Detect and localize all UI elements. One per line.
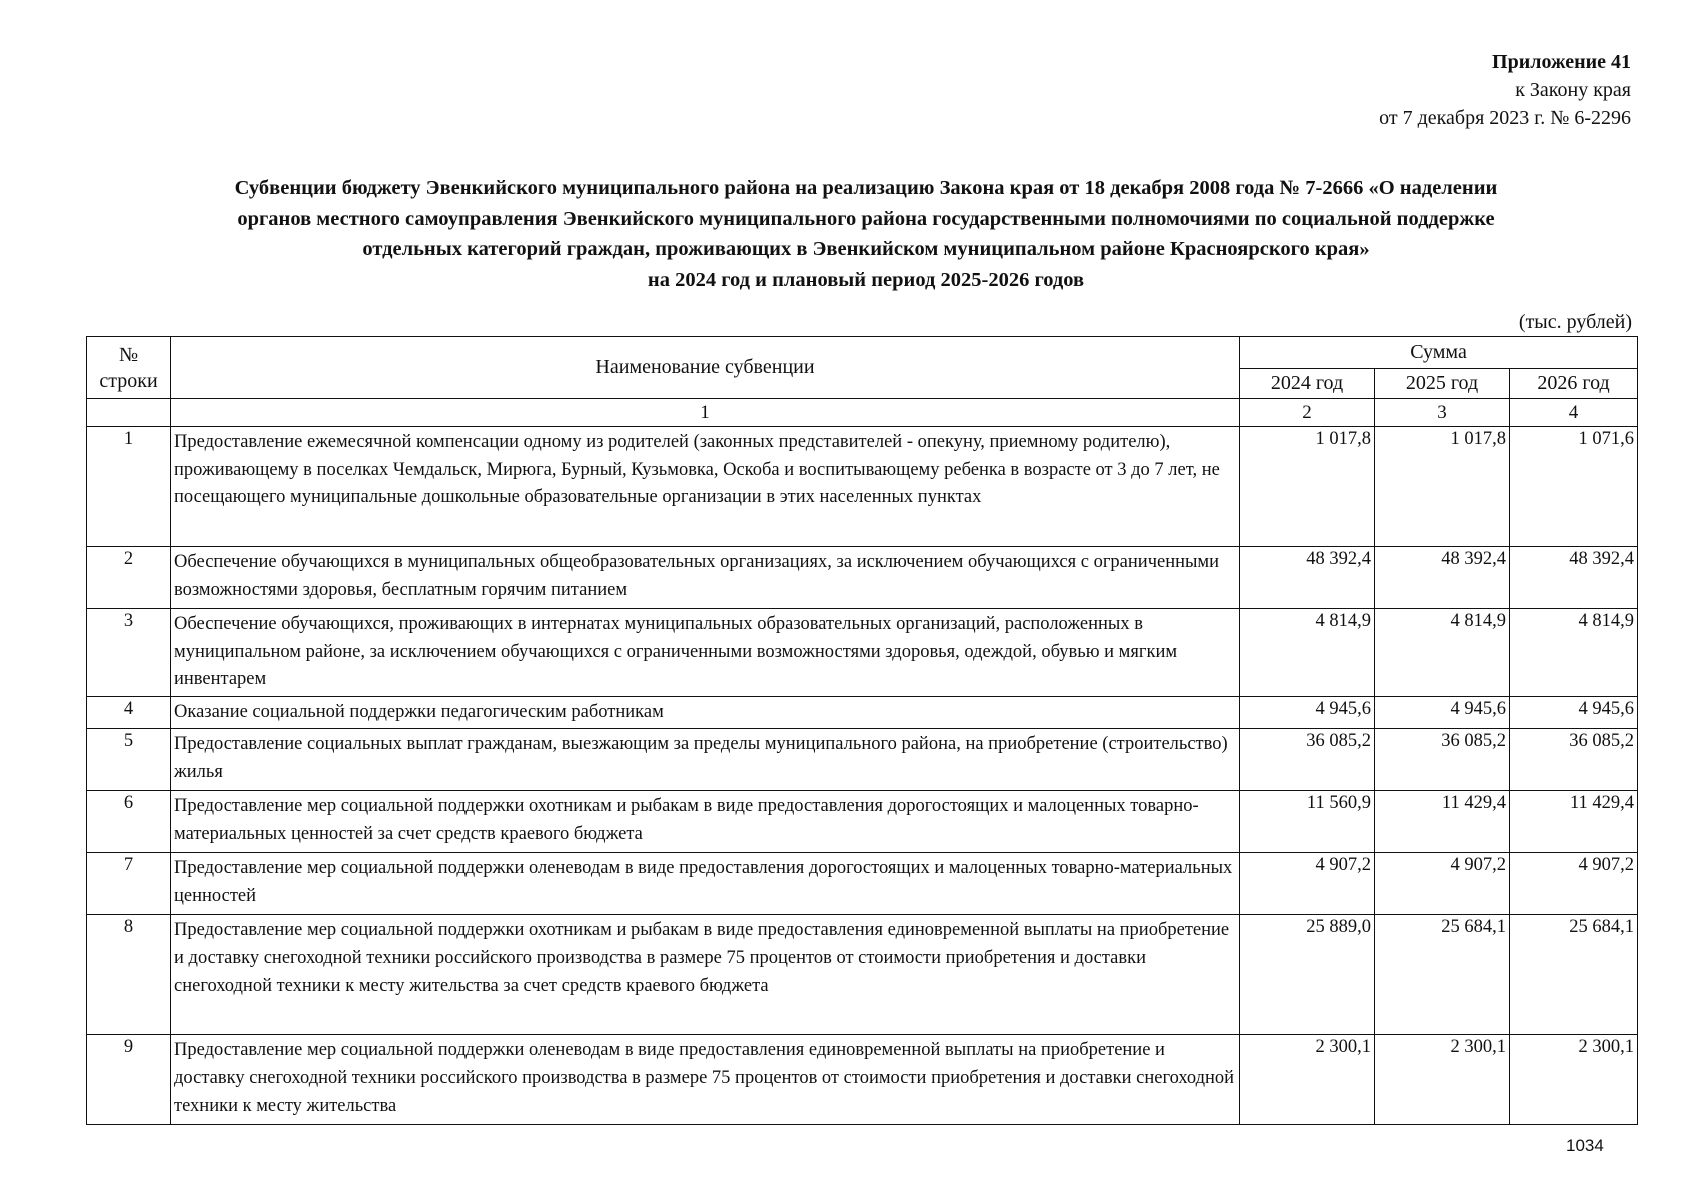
- subvention-name: Обеспечение обучающихся, проживающих в интернатах муниципальных образовательных организаций, расположенных в муниципальном районе, за исключением обучающихся с ограниченными возможностями здоровья, одеждой, обувью и мягким инвентарем: [171, 609, 1240, 697]
- subvention-name: Предоставление ежемесячной компенсации одному из родителей (законных представителей - опекуну, приемному родителю), проживающему в поселках Чемдальск, Мирюга, Бурный, Кузьмовка, Оскоба и воспитывающему ребенка в возрасте от 3 до 7 лет, не посещающего муниципальные дошкольные образовательные организации в этих населенных пунктах: [171, 427, 1240, 547]
- amount-2025: 2 300,1: [1375, 1035, 1510, 1125]
- amount-2026: 11 429,4: [1510, 791, 1638, 853]
- row-number: 9: [87, 1035, 171, 1125]
- amount-2025: 36 085,2: [1375, 729, 1510, 791]
- amount-2026: 2 300,1: [1510, 1035, 1638, 1125]
- row-number: 7: [87, 853, 171, 915]
- subvention-name: Предоставление социальных выплат гражданам, выезжающим за пределы муниципального района, на приобретение (строительство) жилья: [171, 729, 1240, 791]
- amount-2024: 4 907,2: [1240, 853, 1375, 915]
- subvention-name: Обеспечение обучающихся в муниципальных общеобразовательных организациях, за исключением обучающихся с ограниченными возможностями здоровья, бесплатным горячим питанием: [171, 547, 1240, 609]
- row-number: 1: [87, 427, 171, 547]
- amount-2026: 48 392,4: [1510, 547, 1638, 609]
- column-index-cell: 4: [1510, 399, 1638, 427]
- column-index-cell: [87, 399, 171, 427]
- amount-2025: 25 684,1: [1375, 915, 1510, 1035]
- document-title-line: Субвенции бюджету Эвенкийского муниципального района на реализацию Закона края от 18 декабря 2008 года № 7-2666 «О наделении: [234, 177, 1498, 199]
- amount-2025: 1 017,8: [1375, 427, 1510, 547]
- page-number: 1034: [1566, 1136, 1604, 1155]
- row-number: 6: [87, 791, 171, 853]
- document-title-line: на 2024 год и плановый период 2025-2026 годов: [647, 268, 1085, 291]
- table-row: [87, 791, 1638, 853]
- row-number: 3: [87, 609, 171, 697]
- amount-2024: 25 889,0: [1240, 915, 1375, 1035]
- document-title-line: отдельных категорий граждан, проживающих в Эвенкийском муниципальном районе Красноярского края»: [362, 238, 1370, 260]
- document-title: [86, 173, 1646, 295]
- header-row-number-label: № строки: [99, 343, 158, 392]
- column-index-cell: 1: [171, 399, 1240, 427]
- subventions-table: [86, 336, 1638, 1125]
- row-number: 2: [87, 547, 171, 609]
- row-number: 4: [87, 696, 171, 729]
- subvention-name: Предоставление мер социальной поддержки охотникам и рыбакам в виде предоставления единовременной выплаты на приобретение и доставку снегоходной техники российского производства в размере 75 процентов от стоимости приобретения и доставки снегоходной техники к месту жительства за счет средств краевого бюджета: [171, 915, 1240, 1035]
- subvention-name: Предоставление мер социальной поддержки оленеводам в виде предоставления единовременной выплаты на приобретение и доставку снегоходной техники российского производства в размере 75 процентов от стоимости приобретения и доставки снегоходной техники к месту жительства: [171, 1035, 1240, 1125]
- appendix-law-ref: к Закону края: [1515, 79, 1631, 101]
- column-index-cell: 3: [1375, 399, 1510, 427]
- table-row: [87, 609, 1638, 697]
- subvention-name: Оказание социальной поддержки педагогическим работникам: [171, 696, 1240, 729]
- table-row: [87, 696, 1638, 729]
- amount-2024: 4 945,6: [1240, 696, 1375, 729]
- amount-2025: 11 429,4: [1375, 791, 1510, 853]
- amount-2025: 4 907,2: [1375, 853, 1510, 915]
- amount-2026: 4 814,9: [1510, 609, 1638, 697]
- table-row: [87, 915, 1638, 1035]
- amount-2025: 4 945,6: [1375, 696, 1510, 729]
- table-row: [87, 427, 1638, 547]
- table-row: [87, 729, 1638, 791]
- header-subvention-name: Наименование субвенции: [171, 337, 1240, 399]
- subvention-name: Предоставление мер социальной поддержки охотникам и рыбакам в виде предоставления дорогостоящих и малоценных товарно-материальных ценностей за счет средств краевого бюджета: [171, 791, 1240, 853]
- amount-2024: 4 814,9: [1240, 609, 1375, 697]
- appendix-header: [1379, 48, 1631, 132]
- header-sum: Сумма: [1240, 337, 1638, 369]
- amount-2025: 4 814,9: [1375, 609, 1510, 697]
- amount-2026: 25 684,1: [1510, 915, 1638, 1035]
- amount-2024: 48 392,4: [1240, 547, 1375, 609]
- table-row: [87, 547, 1638, 609]
- table-row: [87, 853, 1638, 915]
- amount-2026: 4 907,2: [1510, 853, 1638, 915]
- row-number: 5: [87, 729, 171, 791]
- header-year-2026: 2026 год: [1510, 369, 1638, 399]
- column-index-cell: 2: [1240, 399, 1375, 427]
- header-year-2025: 2025 год: [1375, 369, 1510, 399]
- header-year-2024: 2024 год: [1240, 369, 1375, 399]
- units-label: (тыс. рублей): [1518, 311, 1632, 333]
- document-title-line: органов местного самоуправления Эвенкийского муниципального района государственными полномочиями по социальной поддержке: [237, 207, 1495, 230]
- header-row-number: [87, 337, 171, 399]
- appendix-title: Приложение 41: [1492, 51, 1631, 73]
- amount-2025: 48 392,4: [1375, 547, 1510, 609]
- amount-2026: 36 085,2: [1510, 729, 1638, 791]
- amount-2026: 1 071,6: [1510, 427, 1638, 547]
- amount-2024: 36 085,2: [1240, 729, 1375, 791]
- amount-2024: 2 300,1: [1240, 1035, 1375, 1125]
- amount-2024: 1 017,8: [1240, 427, 1375, 547]
- table-row: [87, 1035, 1638, 1125]
- appendix-date: от 7 декабря 2023 г. № 6-2296: [1379, 107, 1631, 129]
- row-number: 8: [87, 915, 171, 1035]
- amount-2024: 11 560,9: [1240, 791, 1375, 853]
- subvention-name: Предоставление мер социальной поддержки оленеводам в виде предоставления дорогостоящих и малоценных товарно-материальных ценностей: [171, 853, 1240, 915]
- amount-2026: 4 945,6: [1510, 696, 1638, 729]
